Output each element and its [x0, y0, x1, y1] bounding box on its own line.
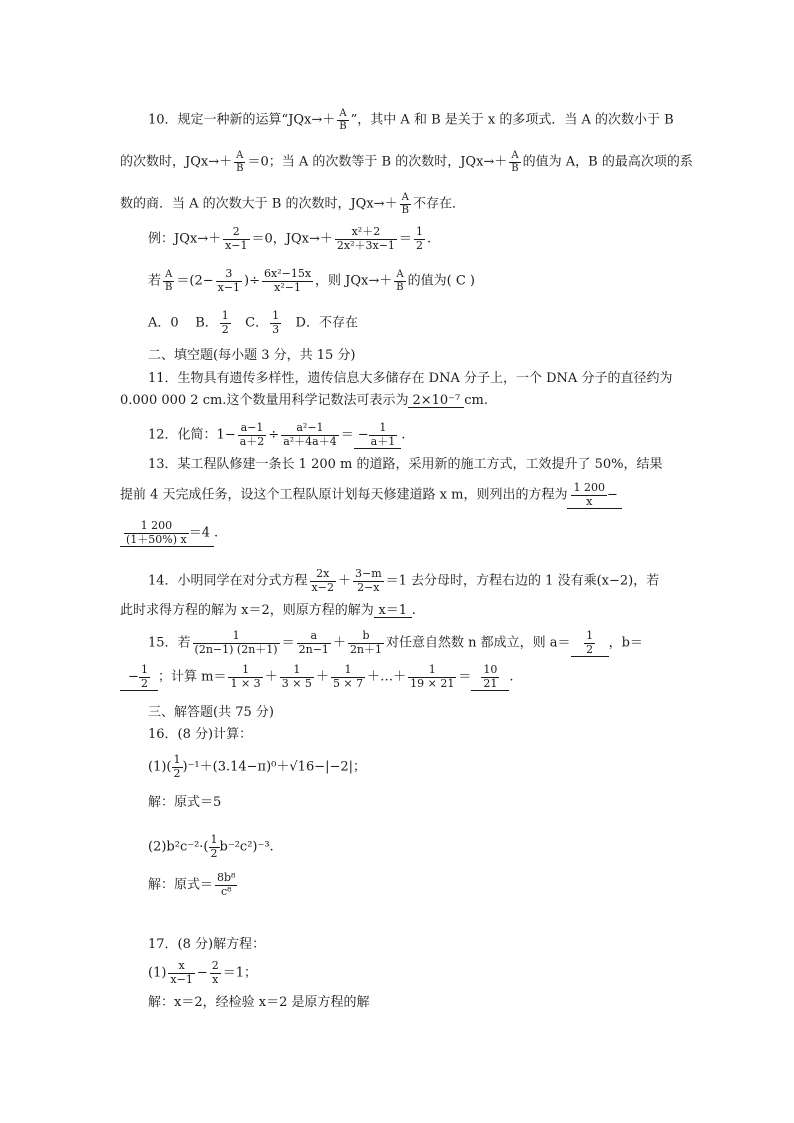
q14-answer: x＝1 [374, 604, 412, 618]
section-3-heading: 三、解答题(共 75 分) [148, 705, 274, 720]
q10-line1: 10．规定一种新的运算“JQx→＋ $\frac{A}{B}$ ”，其中 A 和 B 是关于 x 的多项式．当 A 的次数小于 B [148, 108, 674, 132]
q12-answer: − $\frac{1}{a+1}$ [354, 422, 401, 449]
q13-line2: 提前 4 天完成任务，设这个工程队原计划每天修建道路 x m，则列出的方程为 $\frac{1 200}{x}$ − [120, 482, 622, 509]
q17-part1: (1) $\frac{x}{x-1}$ − $\frac{2}{x}$ ＝1； [148, 959, 258, 986]
q13-answer-part2: $\frac{1 200}{(1+50\%) x}$ ＝4 [120, 520, 214, 547]
q15-answer-m: $\frac{10}{21}$ [471, 664, 509, 691]
q15-answer-a: $\frac{1}{2}$ [571, 630, 609, 657]
q15-line1: 15．若 $\frac{1}{(2n-1) (2n+1)}$ ＝ $\frac{a}{2n-1}$ ＋ $\frac{b}{2n+1}$ 对任意自然数 n 都成立，则 a＝ $\frac{1}{2}$ ，b＝ [148, 629, 643, 656]
q16-part2: (2)b²c⁻²·( $\frac{1}{2}$ b⁻²c²)⁻³. [148, 833, 274, 860]
q10-line3: 数的商．当 A 的次数大于 B 的次数时，JQx→＋ $\frac{A}{B}$ 不存在． [120, 192, 465, 216]
q10-fraction-ab: $\frac{A}{B}$ [339, 108, 347, 132]
q15-answer-b: − $\frac{1}{2}$ [120, 664, 158, 691]
q15-line2: − $\frac{1}{2}$ ；计算 m＝ $\frac{1}{1 \times 3}$ ＋ $\frac{1}{3 \times 5}$ ＋ $\frac{1}{5 \times 7}$ ＋…＋ $\frac{1}{19 \times 21}$ ＝ $\frac{10}{21}$ . [120, 664, 514, 691]
q10-condition: 若 $\frac{A}{B}$ ＝(2− $\frac{3}{x-1}$ )÷ $\frac{\text{6x²−15x}}{\text{x²−1}}$ ，则 JQx→＋ $\frac{A}{B}$ 的值为( C ) [148, 267, 475, 294]
q12-line: 12．化简：1− $\frac{a-1}{a+2}$ ÷ $\frac{\text{a²−1}}{\text{a²＋4a＋4}}$ ＝ − $\frac{1}{a+1}$ . [148, 421, 406, 448]
q16-solution2: 解：原式＝ $\frac{\text{8b⁸}}{\text{c⁸}}$ [148, 871, 236, 898]
q10-options: A．0 B． $\frac{1}{2}$ C． $\frac{1}{3}$ D．不存在 [148, 309, 358, 336]
q11-answer: 2×10⁻⁷ [408, 394, 464, 408]
q17-solution1: 解：x＝2，经检验 x＝2 是原方程的解 [148, 995, 370, 1010]
q13-answer-part1: $\frac{1 200}{x}$ − [567, 482, 621, 509]
q16-title: 16．(8 分)计算： [148, 727, 253, 742]
q17-title: 17．(8 分)解方程： [148, 937, 266, 952]
q11-line1: 11．生物具有遗传多样性，遗传信息大多储存在 DNA 分子上，一个 DNA 分子的直径约为 [148, 371, 673, 386]
q10-line2: 的次数时，JQx→＋ $\frac{A}{B}$ ＝0；当 A 的次数等于 B 的次数时，JQx→＋ $\frac{A}{B}$ 的值为 A，B 的最高次项的系 [120, 150, 693, 174]
q13-line1: 13．某工程队修建一条长 1 200 m 的道路，采用新的施工方式，工效提升了 50%，结果 [148, 457, 663, 472]
q14-line2: 此时求得方程的解为 x＝2，则原方程的解为 x＝1 . [120, 603, 416, 618]
q13-line3: $\frac{1 200}{(1+50\%) x}$ ＝4 . [120, 520, 218, 547]
q11-line2: 0.000 000 2 cm.这个数量用科学记数法可表示为 2×10⁻⁷ cm. [120, 393, 488, 408]
section-2-heading: 二、填空题(每小题 3 分，共 15 分) [148, 348, 356, 363]
q16-part1: (1)( $\frac{1}{2}$ )⁻¹＋(3.14−π)⁰＋√16−|−2|； [148, 753, 367, 780]
q10-example: 例：JQx→＋ $\frac{2}{x-1}$ ＝0，JQx→＋ $\frac{\text{x²＋2}}{\text{2x²＋3x−1}}$ ＝ $\frac{1}{2}$ . [148, 225, 432, 252]
q14-line1: 14．小明同学在对分式方程 $\frac{2x}{x-2}$ ＋ $\frac{3-m}{2-x}$ ＝1 去分母时，方程右边的 1 没有乘(x−2)，若 [148, 567, 660, 594]
q16-solution1: 解：原式＝5 [148, 795, 222, 810]
